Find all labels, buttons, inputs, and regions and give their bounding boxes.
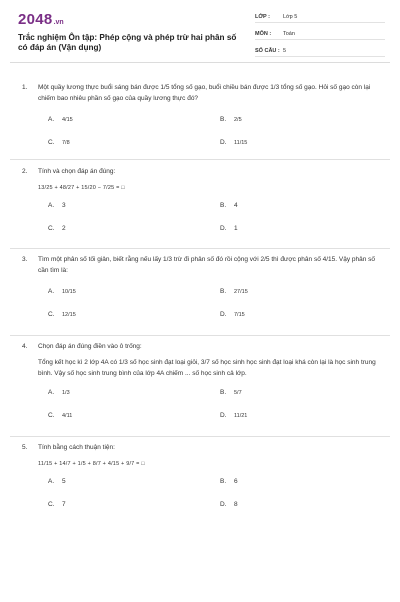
- option-d[interactable]: [220, 311, 245, 318]
- option-label: A.: [48, 288, 55, 295]
- option-c[interactable]: [48, 139, 70, 146]
- question-number: 2.: [22, 168, 28, 175]
- option-value: 1: [234, 225, 238, 232]
- meta-key: LỚP :: [255, 13, 270, 20]
- option-value: 3: [62, 202, 66, 209]
- meta-value: Toán: [283, 30, 295, 37]
- question-text: Tính và chọn đáp án đúng:: [38, 168, 116, 175]
- option-c[interactable]: [48, 311, 76, 318]
- option-value: 5/7: [234, 390, 242, 396]
- logo-suffix: .vn: [53, 19, 64, 26]
- question-text-detail: Tổng kết học kì 2 lớp 4A có 1/3 số học sinh đạt loại giỏi, 3/7 số học sinh học sinh đạt loại khá còn lại là học sinh trung bình. Vậy số học sinh trung bình của lớp 4A chiếm ... số học sinh cả lớp.: [38, 359, 376, 377]
- option-d[interactable]: [220, 501, 238, 508]
- meta-info: [255, 11, 385, 62]
- option-label: B.: [220, 288, 227, 295]
- question-4: [10, 341, 390, 439]
- option-label: A.: [48, 202, 55, 209]
- meta-row-count: [255, 45, 385, 57]
- option-value: 10/15: [62, 289, 76, 295]
- option-label: B.: [220, 478, 227, 485]
- option-label: C.: [48, 311, 55, 318]
- option-label: B.: [220, 389, 227, 396]
- option-value: 7: [62, 501, 66, 508]
- option-value: 11/15: [234, 140, 248, 146]
- option-label: D.: [220, 311, 227, 318]
- question-text: Chọn đáp án đúng điền vào ô trống:: [38, 343, 142, 350]
- option-a[interactable]: [48, 202, 66, 209]
- option-label: A.: [48, 478, 55, 485]
- option-value: 11/21: [234, 413, 248, 419]
- meta-value: 5: [283, 47, 287, 54]
- question-number: 3.: [22, 256, 28, 263]
- option-value: 7/8: [62, 140, 70, 146]
- question-2: [10, 166, 390, 252]
- option-label: B.: [220, 202, 227, 209]
- option-a[interactable]: [48, 116, 73, 123]
- meta-row-class: [255, 11, 385, 23]
- options: [10, 387, 390, 439]
- option-label: D.: [220, 412, 227, 419]
- option-a[interactable]: [48, 389, 70, 396]
- logo-text: 2048: [18, 11, 53, 28]
- option-d[interactable]: [220, 412, 247, 419]
- math-expression: 13/25 + 48/27 + 15/20 − 7/25 = □: [38, 185, 125, 191]
- option-label: D.: [220, 501, 227, 508]
- option-label: C.: [48, 501, 55, 508]
- option-label: C.: [48, 139, 55, 146]
- meta-key: MÔN :: [255, 30, 272, 37]
- meta-row-subject: [255, 28, 385, 40]
- question-number: 4.: [22, 343, 28, 350]
- option-value: 2: [62, 225, 66, 232]
- option-value: 8: [234, 501, 238, 508]
- option-b[interactable]: [220, 116, 242, 123]
- option-value: 1/3: [62, 390, 70, 396]
- option-value: 27/15: [234, 289, 248, 295]
- options: [10, 200, 390, 252]
- option-b[interactable]: [220, 202, 238, 209]
- meta-key: SỐ CÂU :: [255, 47, 280, 54]
- brand-logo: [18, 11, 64, 29]
- option-value: 12/15: [62, 312, 76, 318]
- option-label: A.: [48, 389, 55, 396]
- option-d[interactable]: [220, 225, 238, 232]
- option-b[interactable]: [220, 389, 242, 396]
- option-value: 2/5: [234, 117, 242, 123]
- option-value: 4/15: [62, 117, 73, 123]
- question-text: Tìm một phân số tối giản, biết rằng nếu lấy 1/3 trừ đi phân số đó rồi cộng với 2/5 thì được phân số 4/15. Vậy phân số cần tìm là:: [38, 256, 376, 274]
- option-label: D.: [220, 225, 227, 232]
- option-c[interactable]: [48, 225, 66, 232]
- divider: [10, 335, 390, 336]
- math-expression: 11/15 + 14/7 + 1/5 + 8/7 + 4/15 + 9/7 = □: [38, 461, 145, 467]
- option-d[interactable]: [220, 139, 247, 146]
- divider: [10, 436, 390, 437]
- option-label: A.: [48, 116, 55, 123]
- worksheet-header: [10, 2, 390, 63]
- worksheet-page: [10, 2, 390, 598]
- option-value: 6: [234, 478, 238, 485]
- question-5: [10, 442, 390, 528]
- option-value: 7/15: [234, 312, 245, 318]
- options: [10, 476, 390, 528]
- option-value: 5: [62, 478, 66, 485]
- question-text: Tính bằng cách thuận tiện:: [38, 444, 115, 451]
- option-value: 4: [234, 202, 238, 209]
- option-b[interactable]: [220, 478, 238, 485]
- question-number: 5.: [22, 444, 28, 451]
- option-a[interactable]: [48, 478, 66, 485]
- option-c[interactable]: [48, 412, 72, 419]
- question-number: 1.: [22, 84, 28, 91]
- option-label: C.: [48, 412, 55, 419]
- option-label: C.: [48, 225, 55, 232]
- option-value: 4/11: [62, 413, 73, 419]
- question-1: [10, 82, 390, 166]
- divider: [10, 159, 390, 160]
- option-label: D.: [220, 139, 227, 146]
- options: [10, 286, 390, 338]
- question-3: [10, 254, 390, 338]
- option-a[interactable]: [48, 288, 76, 295]
- option-label: B.: [220, 116, 227, 123]
- option-c[interactable]: [48, 501, 66, 508]
- question-text: Một quầy lương thực buổi sáng bán được 1/5 tổng số gạo, buổi chiều bán được 1/3 tổng số gạo. Hỏi số gạo còn lại chiếm bao nhiêu phần số gạo của quầy lương thực đó?: [38, 84, 371, 102]
- option-b[interactable]: [220, 288, 248, 295]
- divider: [10, 248, 390, 249]
- meta-value: Lớp 5: [283, 13, 298, 20]
- page-title: Trắc nghiệm Ôn tập: Phép cộng và phép trừ hai phân số có đáp án (Vận dụng): [18, 33, 237, 52]
